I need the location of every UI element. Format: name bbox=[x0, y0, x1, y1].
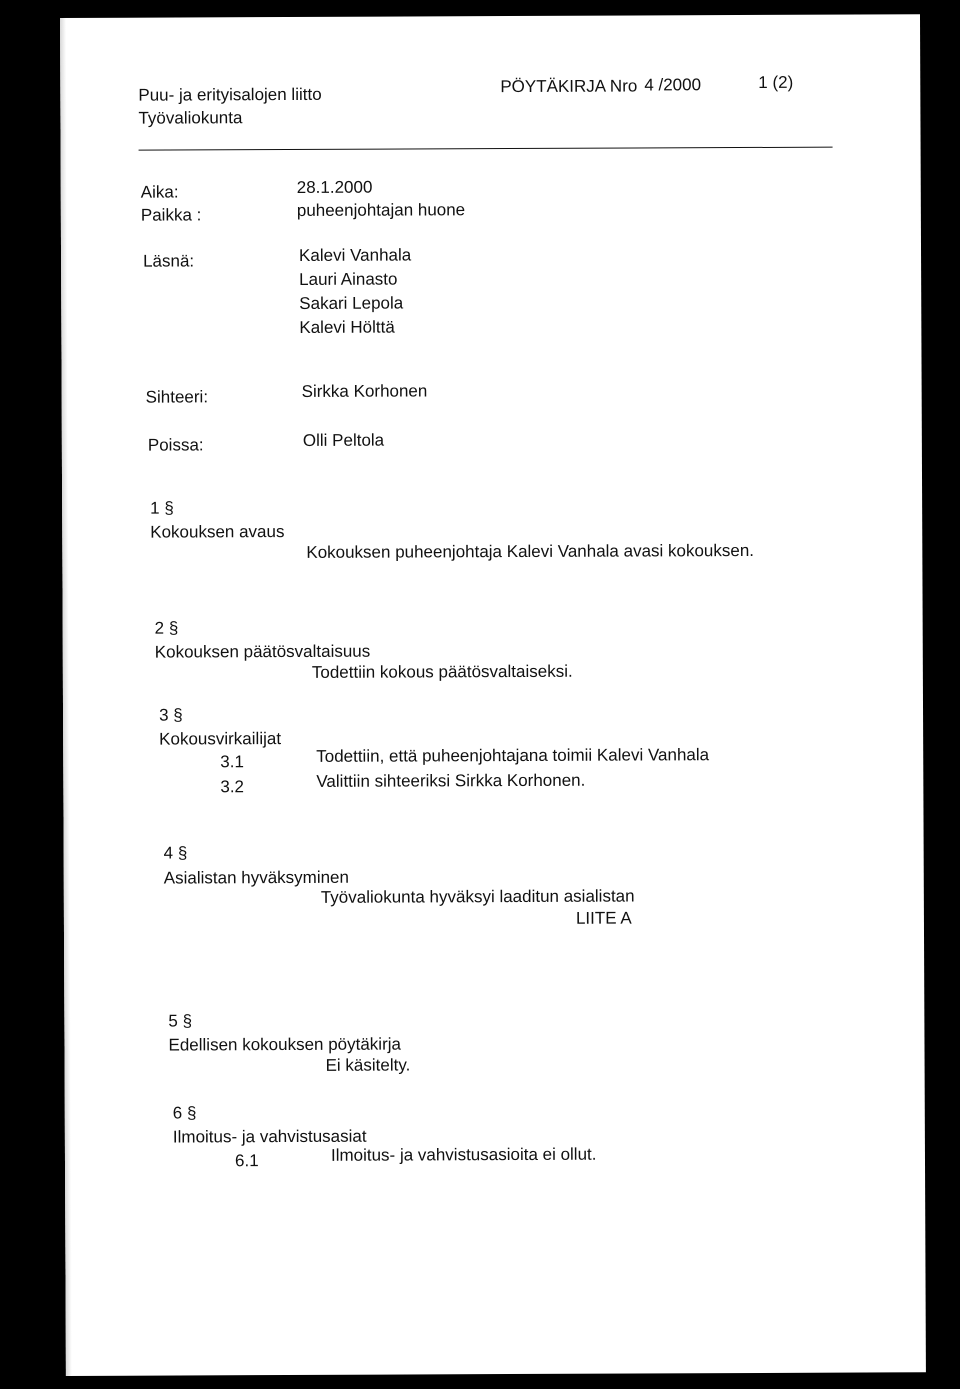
page-number: 1 (2) bbox=[758, 72, 794, 92]
item-text: Ilmoitus- ja vahvistusasioita ei ollut. bbox=[330, 1144, 597, 1165]
section-text: Ei käsitelty. bbox=[325, 1055, 411, 1075]
section-number: 1 § bbox=[150, 498, 174, 518]
item-text: Valittiin sihteeriksi Sirkka Korhonen. bbox=[316, 770, 586, 791]
section-number: 5 § bbox=[168, 1011, 193, 1031]
section-text: Todettiin kokous päätösvaltaiseksi. bbox=[311, 661, 573, 682]
section-number: 6 § bbox=[172, 1103, 197, 1123]
aika-label: Aika: bbox=[140, 182, 179, 202]
document-title: PÖYTÄKIRJA Nro bbox=[500, 76, 638, 97]
attachment-reference: LIITE A bbox=[575, 908, 632, 928]
section-number: 4 § bbox=[163, 843, 188, 863]
section-text: Työvaliokunta hyväksyi laaditun asialistan bbox=[320, 886, 635, 907]
section-title: Edellisen kokouksen pöytäkirja bbox=[168, 1034, 401, 1055]
section-text: Kokouksen puheenjohtaja Kalevi Vanhala avasi kokouksen. bbox=[306, 540, 755, 562]
section-title: Kokouksen päätösvaltaisuus bbox=[154, 641, 371, 662]
aika-value: 28.1.2000 bbox=[296, 177, 373, 197]
attendee: Sakari Lepola bbox=[299, 293, 404, 313]
section-title: Kokouksen avaus bbox=[150, 522, 285, 542]
sihteeri-label: Sihteeri: bbox=[145, 387, 209, 407]
item-number: 3.2 bbox=[220, 777, 245, 797]
section-title: Ilmoitus- ja vahvistusasiat bbox=[172, 1126, 367, 1147]
item-number: 3.1 bbox=[220, 752, 244, 772]
document-page bbox=[60, 14, 926, 1376]
committee-name: Työvaliokunta bbox=[138, 108, 243, 128]
section-number: 3 § bbox=[159, 705, 183, 725]
section-number: 2 § bbox=[154, 618, 179, 638]
organization-name: Puu- ja erityisalojen liitto bbox=[138, 84, 322, 105]
paikka-label: Paikka : bbox=[140, 205, 202, 225]
attendee: Kalevi Hölttä bbox=[299, 317, 395, 337]
attendee: Kalevi Vanhala bbox=[298, 245, 412, 265]
section-title: Asialistan hyväksyminen bbox=[163, 867, 349, 888]
poissa-label: Poissa: bbox=[147, 435, 204, 455]
sihteeri-value: Sirkka Korhonen bbox=[301, 381, 428, 401]
section-title: Kokousvirkailijat bbox=[159, 729, 282, 749]
lasna-label: Läsnä: bbox=[143, 251, 195, 271]
poissa-value: Olli Peltola bbox=[302, 430, 385, 450]
item-number: 6.1 bbox=[234, 1151, 259, 1171]
header-rule bbox=[139, 147, 833, 151]
attendee: Lauri Ainasto bbox=[299, 269, 398, 289]
paikka-value: puheenjohtajan huone bbox=[296, 200, 466, 220]
document-number: 4 /2000 bbox=[644, 75, 702, 95]
item-text: Todettiin, että puheenjohtajana toimii Kalevi Vanhala bbox=[316, 745, 710, 766]
